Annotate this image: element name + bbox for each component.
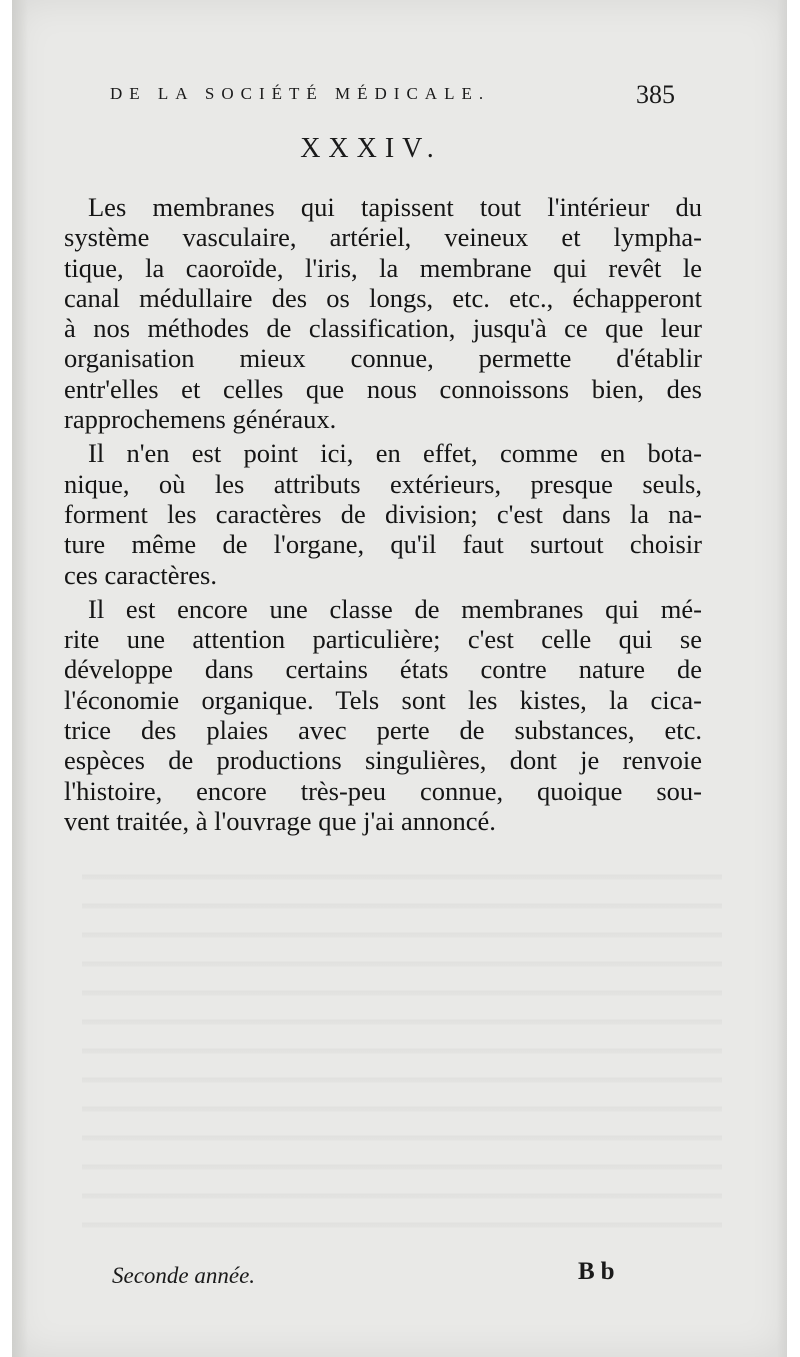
paragraph-3	[64, 594, 702, 836]
text-line: développe dans certains états contre nature de	[64, 654, 702, 685]
text-line: ces caractères.	[64, 559, 217, 590]
text-line: tique, la caoroïde, l'iris, la membrane qui revêt le	[64, 252, 702, 283]
text-line: Il n'en est point ici, en effet, comme en bota-	[88, 438, 702, 469]
text-line: ture même de l'organe, qu'il faut surtout choisir	[64, 529, 702, 560]
page-number: 385	[636, 80, 675, 109]
gutter-shadow	[12, 0, 28, 1357]
text-line: organisation mieux connue, permette d'établir	[64, 343, 702, 374]
text-line: à nos méthodes de classification, jusqu'à ce que leur	[64, 313, 702, 344]
paragraph-2	[64, 438, 702, 589]
signature-text: Seconde année.	[112, 1263, 256, 1288]
text-line: trice des plaies avec perte de substances, etc.	[64, 715, 702, 746]
text-line: nique, où les attributs extérieurs, presque seuls,	[64, 468, 702, 499]
section-title: XXXIV.	[300, 133, 442, 164]
text-line: rite une attention particulière; c'est celle qui se	[64, 624, 702, 655]
page-edge	[777, 0, 787, 1357]
text-line: l'histoire, encore très-peu connue, quoique sou-	[64, 775, 702, 806]
text-line: Les membranes qui tapissent tout l'intérieur du	[88, 192, 702, 222]
text-line: canal médullaire des os longs, etc. etc., échapperont	[64, 282, 702, 313]
paragraph-1	[64, 192, 702, 434]
text-line: entr'elles et celles que nous connoissons bien, des	[64, 373, 702, 404]
body-text	[64, 192, 702, 840]
text-line: espèces de productions singulières, dont je renvoie	[64, 745, 702, 776]
text-line: Il est encore une classe de membranes qui mé-	[88, 593, 702, 624]
text-line: rapprochemens généraux.	[64, 404, 337, 435]
running-head: DE LA SOCIÉTÉ MÉDICALE.	[110, 84, 491, 103]
show-through-texture	[82, 860, 722, 1240]
signature-mark: Bb	[578, 1258, 621, 1285]
text-line: forment les caractères de division; c'est dans la na-	[64, 498, 702, 529]
text-line: vent traitée, à l'ouvrage que j'ai annoncé.	[64, 805, 496, 836]
text-line: l'économie organique. Tels sont les kistes, la cica-	[64, 684, 702, 715]
text-line: système vasculaire, artériel, veineux et lympha-	[64, 222, 702, 253]
